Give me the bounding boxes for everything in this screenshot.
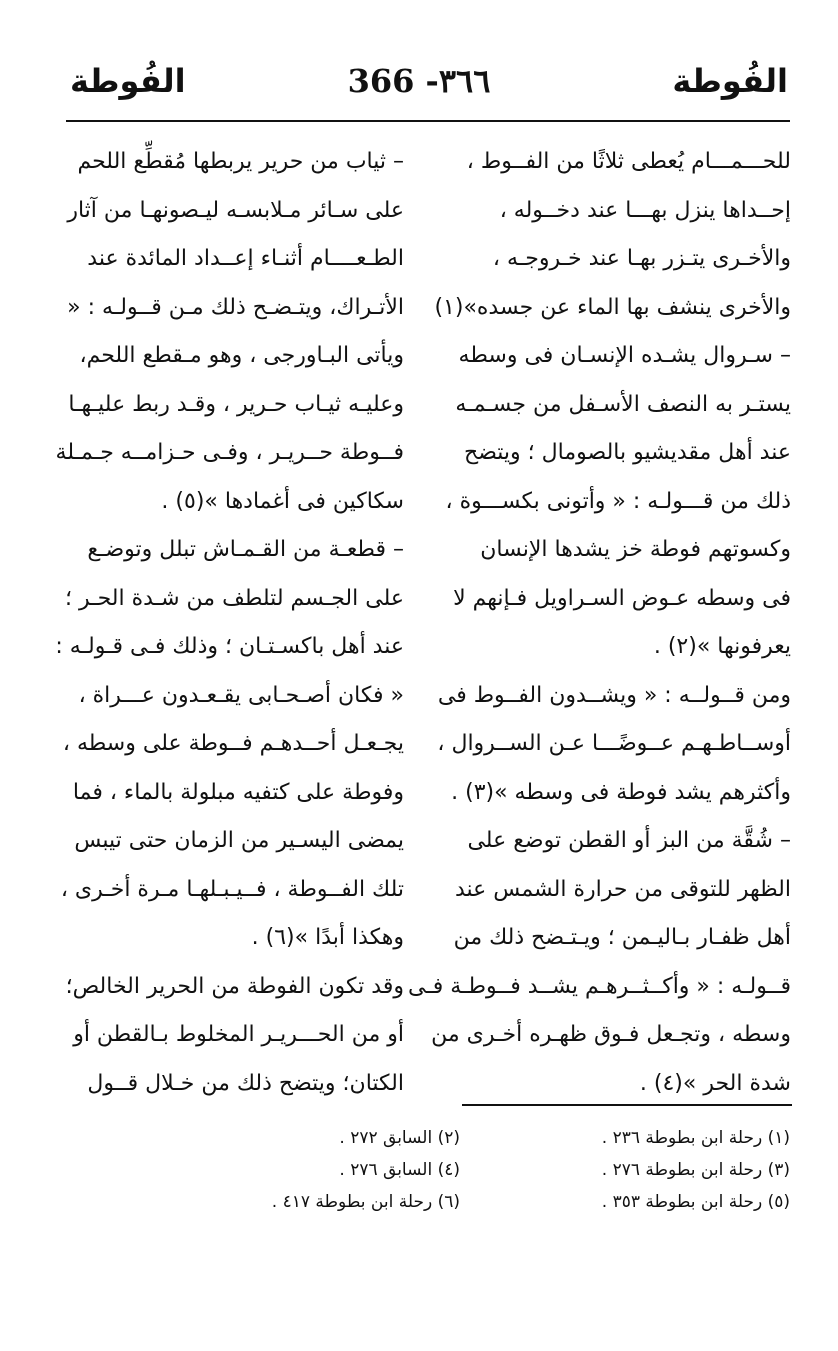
footnote: (٢) السابق ٢٧٢ .	[339, 1128, 460, 1148]
text-line: الأتـراك، ويتـضـح ذلك مـن قــولـه : «	[67, 294, 404, 320]
text-line: إحــداها ينزل بهـــا عند دخــوله ،	[499, 197, 791, 223]
text-line: وهكذا أبدًا »(٦) .	[251, 925, 404, 950]
header-rule	[66, 120, 790, 122]
text-line: « فكان أصـحـابى يقـعـدون عـــراة ،	[78, 682, 404, 708]
text-line: يستـر به النصف الأسـفل من جسـمـه	[455, 391, 791, 417]
text-line: وكسوتهم فوطة خز يشدها الإنسان	[480, 537, 791, 562]
footnotes-right	[490, 1122, 790, 1218]
text-line: يمضى اليسـير من الزمان حتى تيبس	[74, 828, 404, 853]
text-line: – قطعـة من القـمـاش تبلل وتوضـع	[87, 537, 404, 562]
text-line: وعليـه ثيـاب حـرير ، وقـد ربط عليـهـا	[68, 391, 404, 417]
running-title-left: الفُوطة	[70, 62, 186, 100]
text-line: وقد تكون الفوطة من الحرير الخالص؛	[65, 973, 404, 999]
footnote: (٦) رحلة ابن بطوطة ٤١٧ .	[271, 1192, 460, 1212]
footnote: (٤) السابق ٢٧٦ .	[339, 1160, 460, 1180]
footnote: (٣) رحلة ابن بطوطة ٢٧٦ .	[601, 1160, 790, 1180]
text-column-right	[407, 138, 791, 1108]
text-line: ومن قــولــه : « ويشــدون الفــوط فى	[437, 682, 791, 708]
page-header	[0, 40, 838, 120]
text-line: للحـــمـــام يُعطى ثلاثًا من الفــوط ،	[466, 149, 791, 174]
text-line: سكاكين فى أغمادها »(٥) .	[161, 488, 404, 514]
text-line: وفوطة على كتفيه مبلولة بالماء ، فما	[72, 779, 404, 805]
text-line: يعرفونها »(٢) .	[653, 634, 791, 659]
running-title-right: الفُوطة	[672, 62, 788, 100]
text-line: يجـعـل أحــدهـم فــوطة على وسطه ،	[62, 731, 404, 756]
text-line: أو من الحـــريـر المخلوط بـالقطن أو	[73, 1022, 404, 1047]
text-line: عند أهل باكسـتـان ؛ وذلك فـى قـولـه :	[55, 634, 404, 659]
text-line: تلك الفــوطة ، فــيـبـلهـا مـرة أخـرى ،	[60, 876, 404, 902]
text-line: أوســاطـهـم عــوضًـــا عـن الســروال ،	[437, 731, 791, 756]
text-column-left	[55, 138, 404, 1108]
text-line: والأخـرى يتـزر بهـا عند خـروجـه ،	[492, 246, 791, 271]
text-line: الطـعــــام أثنـاء إعــداد المائدة عند	[87, 246, 404, 271]
text-line: على الجـسم لتلطف من شـدة الحـر ؛	[65, 585, 404, 611]
text-line: – شُقَّة من البز أو القطن توضع على	[467, 828, 791, 853]
footnote: (٥) رحلة ابن بطوطة ٣٥٣ .	[601, 1192, 790, 1212]
text-line: فى وسطه عـوض السـراويل فـإنهم لا	[453, 585, 791, 611]
text-line: قــولـه : « وأكــثــرهـم يشــد فــوطـة فـى	[407, 973, 791, 999]
text-line: والأخرى ينشف بها الماء عن جسده»(١)	[434, 294, 791, 320]
footnote-rule	[462, 1104, 792, 1106]
text-line: عند أهل مقديشيو بالصومال ؛ ويتضح	[464, 440, 791, 465]
text-line: الكتان؛ ويتضح ذلك من خـلال قــول	[87, 1070, 404, 1096]
text-line: فــوطة حــريـر ، وفـى حـزامــه جـمـلة	[55, 440, 404, 465]
text-line: ذلك من قـــولـه : « وأتونى بكســـوة ،	[445, 488, 791, 514]
text-line: أهل ظفـار بـاليـمن ؛ ويـتـضح ذلك من	[453, 925, 791, 950]
text-line: ويأتى البـاورجى ، وهو مـقطع اللحم،	[79, 343, 404, 368]
text-line: على سـائر مـلابسـه ليـصونهـا من آثار	[67, 197, 404, 223]
page-number: 366 -٣٦٦	[347, 62, 491, 100]
text-line: – ثياب من حرير يربطها مُقطِّع اللحم	[77, 149, 404, 174]
footnote: (١) رحلة ابن بطوطة ٢٣٦ .	[601, 1128, 790, 1148]
footnotes-left	[130, 1122, 460, 1218]
text-line: – سـروال يشـده الإنسـان فى وسطه	[458, 343, 791, 368]
text-line: وسطه ، وتجـعل فـوق ظهـره أخـرى من	[431, 1022, 791, 1047]
text-line: الظهر للتوقى من حرارة الشمس عند	[454, 876, 791, 902]
text-line: وأكثرهم يشد فوطة فى وسطه »(٣) .	[451, 779, 791, 805]
text-line: شدة الحر »(٤) .	[639, 1070, 791, 1096]
